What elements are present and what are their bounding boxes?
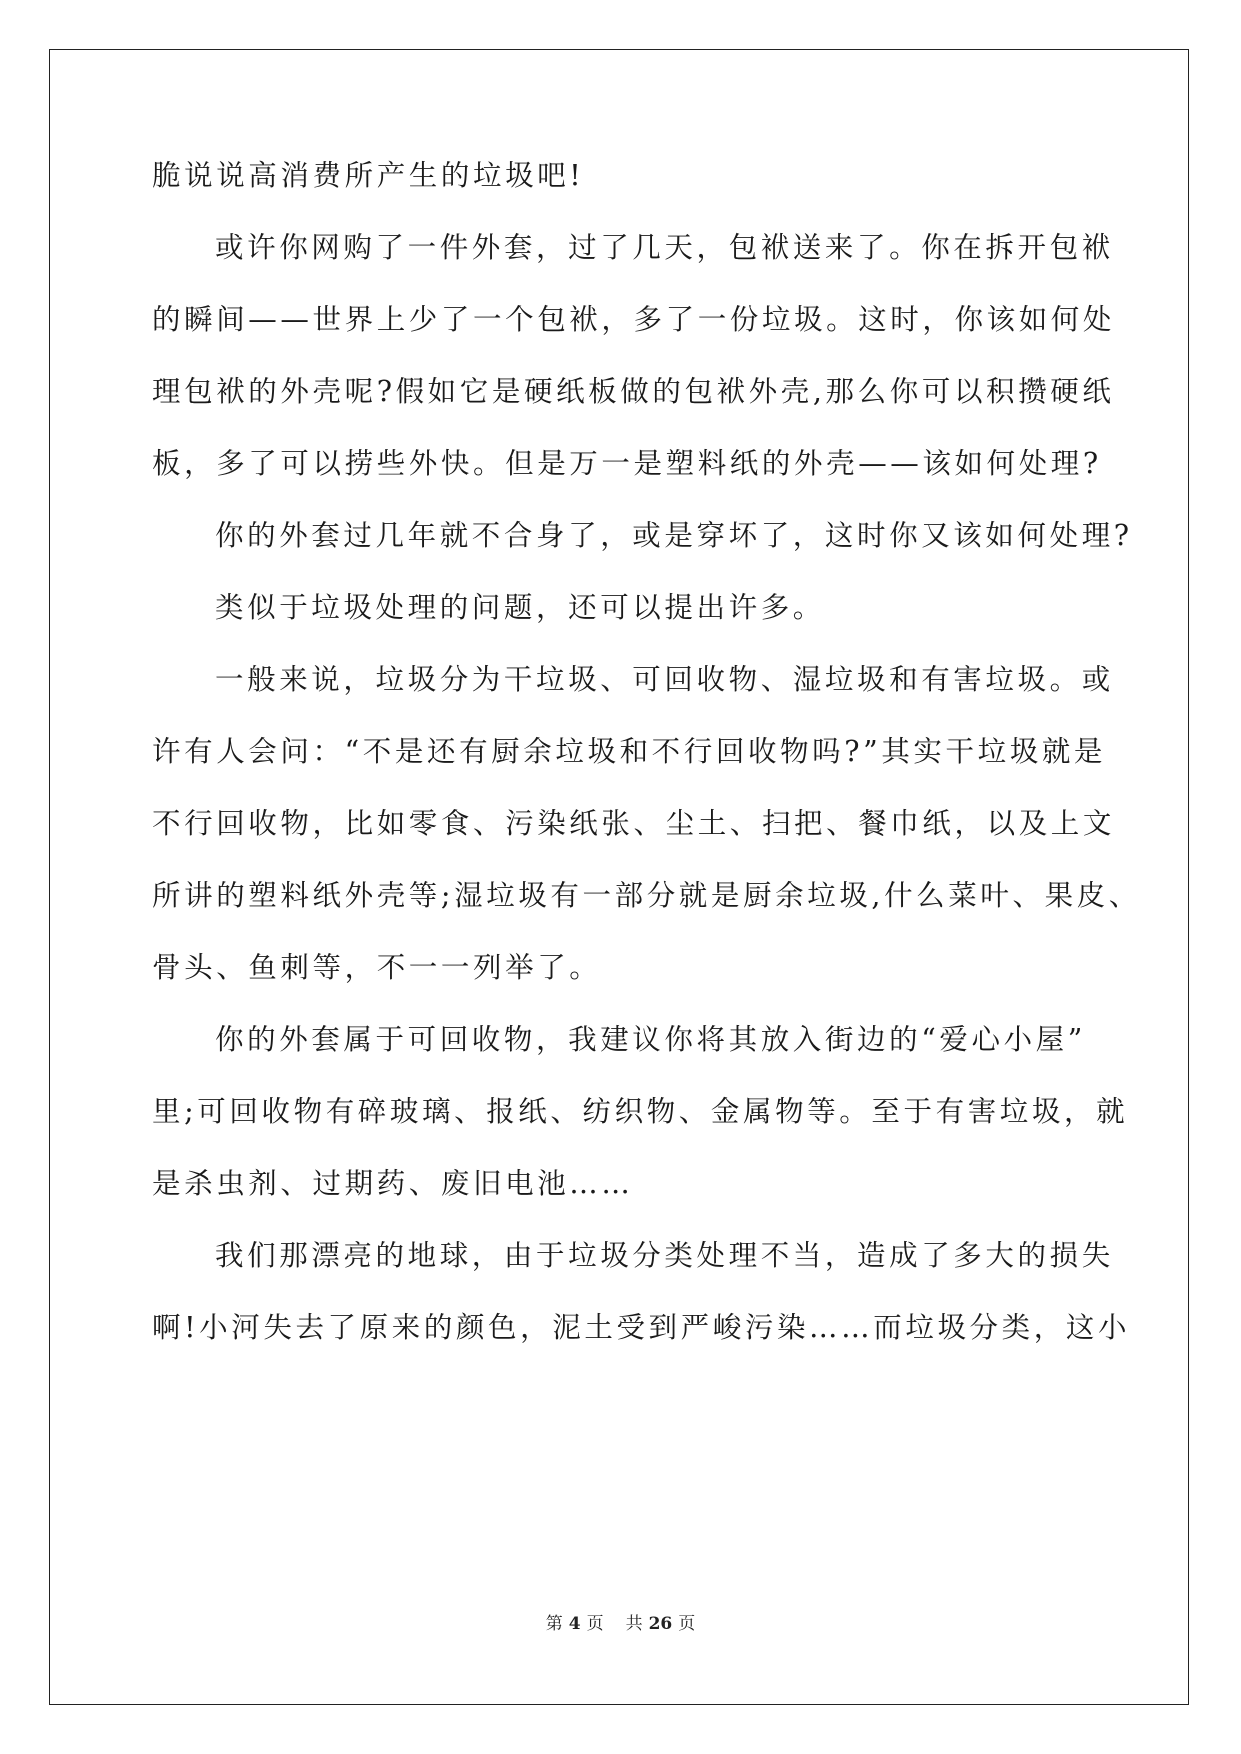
paragraph-line: 所讲的塑料纸外壳等;湿垃圾有一部分就是厨余垃圾,什么菜叶、果皮、: [152, 879, 1141, 912]
paragraph-line: 类似于垃圾处理的问题，还可以提出许多。: [215, 591, 825, 624]
paragraph-line: 一般来说，垃圾分为干垃圾、可回收物、湿垃圾和有害垃圾。或: [215, 663, 1114, 696]
paragraph-line: 你的外套属于可回收物，我建议你将其放入街边的“爱心小屋”: [215, 1023, 1086, 1056]
total-suffix: 页: [678, 1614, 696, 1634]
paragraph-line: 板，多了可以捞些外快。但是万一是塑料纸的外壳——该如何处理?: [152, 447, 1102, 480]
paragraph-line: 啊!小河失去了原来的颜色，泥土受到严峻污染……而垃圾分类，这小: [152, 1311, 1131, 1344]
paragraph-line: 理包袱的外壳呢?假如它是硬纸板做的包袱外壳,那么你可以积攒硬纸: [152, 375, 1115, 408]
paragraph-line: 脆说说高消费所产生的垃圾吧!: [152, 159, 585, 192]
total-pages: 26: [648, 1614, 673, 1634]
paragraph-line: 我们那漂亮的地球，由于垃圾分类处理不当，造成了多大的损失: [215, 1239, 1114, 1272]
paragraph-line: 骨头、鱼刺等，不一一列举了。: [152, 951, 602, 984]
page-footer: [0, 1612, 1241, 1636]
paragraph-line: 你的外套过几年就不合身了，或是穿坏了，这时你又该如何处理?: [215, 519, 1133, 552]
paragraph-line: 是杀虫剂、过期药、废旧电池……: [152, 1167, 634, 1200]
paragraph-line: 或许你网购了一件外套，过了几天，包袱送来了。你在拆开包袱: [215, 231, 1114, 264]
paragraph-line: 的瞬间——世界上少了一个包袱，多了一份垃圾。这时，你该如何处: [152, 303, 1116, 336]
page-suffix: 页: [586, 1614, 604, 1634]
paragraph-line: 不行回收物，比如零食、污染纸张、尘土、扫把、餐巾纸，以及上文: [152, 807, 1116, 840]
total-prefix: 共: [625, 1614, 643, 1634]
page-prefix: 第: [545, 1614, 563, 1634]
paragraph-line: 里;可回收物有碎玻璃、报纸、纺织物、金属物等。至于有害垃圾，就: [152, 1095, 1129, 1128]
page-number: 4: [568, 1614, 581, 1634]
paragraph-line: 许有人会问：“不是还有厨余垃圾和不行回收物吗?”其实干垃圾就是: [152, 735, 1107, 768]
